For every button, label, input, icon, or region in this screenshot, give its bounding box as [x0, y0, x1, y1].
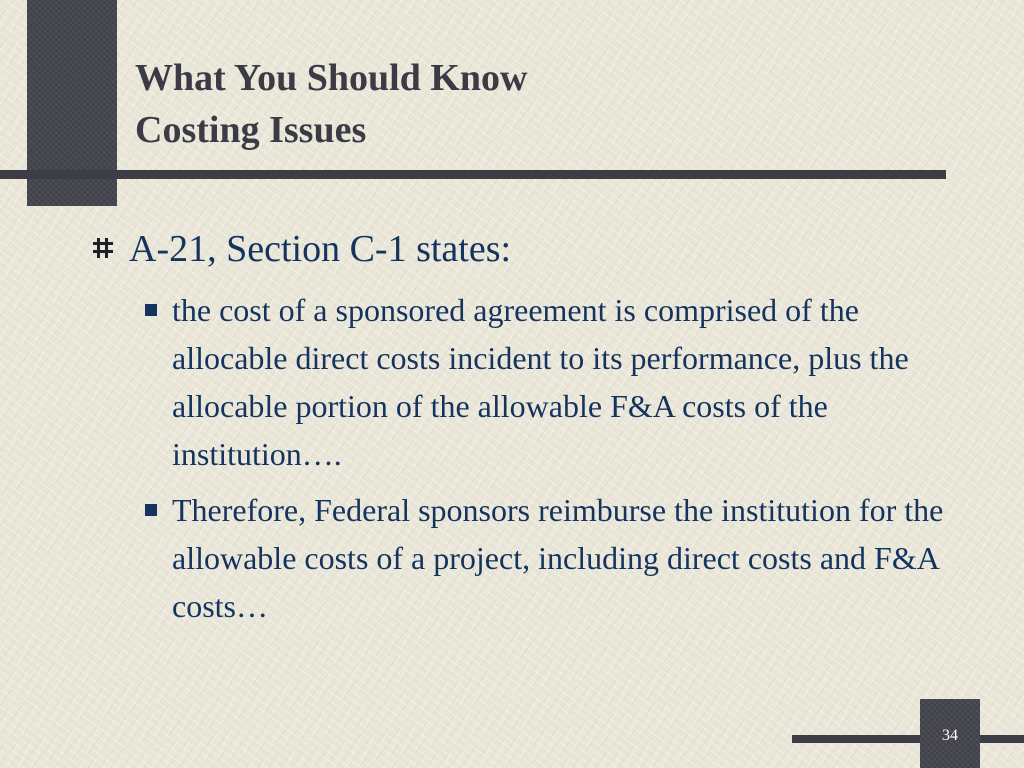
title-line-2: Costing Issues [135, 109, 367, 151]
sub-bullet-item [170, 486, 970, 630]
sub-bullet-text: the cost of a sponsored agreement is comprised of the allocable direct costs incident to its performance, plus the allocable portion of the allowable F&A costs of the institution…. [172, 292, 909, 472]
title-line-1: What You Should Know [135, 57, 528, 99]
bullet-main-text: A-21, Section C-1 states: [129, 228, 512, 270]
slide-title [135, 52, 527, 156]
footer-divider [792, 735, 1024, 743]
sub-bullet-list [90, 286, 970, 630]
sub-bullet-item [170, 286, 970, 478]
page-number: 34 [942, 727, 958, 744]
hash-bullet-icon [92, 237, 114, 259]
square-bullet-icon [145, 504, 157, 516]
title-divider [0, 170, 946, 179]
square-bullet-icon [145, 304, 157, 316]
bullet-level-1 [90, 222, 970, 276]
sub-bullet-text: Therefore, Federal sponsors reimburse the institution for the allowable costs of a project, including direct costs and F&A costs… [172, 492, 944, 624]
slide-content [90, 222, 970, 638]
